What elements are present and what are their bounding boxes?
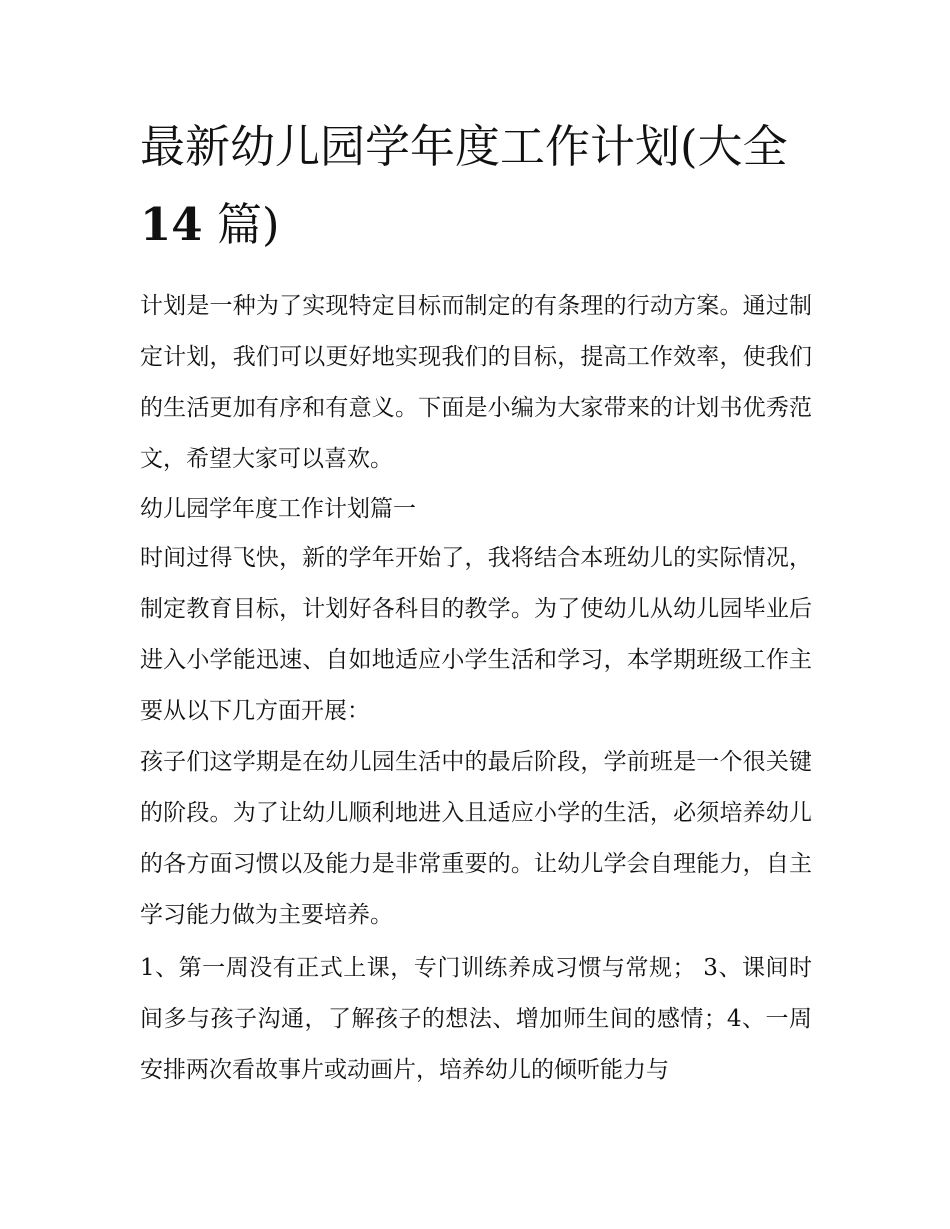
intro-paragraph: 计划是一种为了实现特定目标而制定的有条理的行动方案。通过制定计划，我们可以更好地实现我们的目标，提高工作效率，使我们的生活更加有序和有意义。下面是小编为大家带来的计划书优秀范文，希望大家可以喜欢。 — [140, 293, 812, 472]
title-text: 最新幼儿园学年度工作计划(大全 — [140, 120, 788, 173]
body-paragraph-1: 时间过得飞快，新的学年开始了，我将结合本班幼儿的实际情况，制定教育目标，计划好各科目的教学。为了使幼儿从幼儿园毕业后进入小学能迅速、自如地适应小学生活和学习，本学期班级工作主要从以下几方面开展： — [140, 545, 812, 724]
document-title — [140, 108, 812, 264]
title-number: 14 — [140, 198, 203, 251]
document-body — [140, 108, 812, 1096]
body-paragraph-3: 1、第一周没有正式上课，专门训练养成习惯与常规； 3、课间时间多与孩子沟通，了解孩子的想法、增加师生间的感情；4、一周安排两次看故事片或动画片，培养幼儿的倾听能力与 — [140, 955, 812, 1083]
section-heading: 幼儿园学年度工作计划篇一 — [140, 496, 416, 522]
body-paragraph-2: 孩子们这学期是在幼儿园生活中的最后阶段，学前班是一个很关键的阶段。为了让幼儿顺利地进入且适应小学的生活，必须培养幼儿的各方面习惯以及能力是非常重要的。让幼儿学会自理能力，自主学习能力做为主要培养。 — [140, 749, 812, 928]
title-suffix: 篇) — [216, 198, 280, 251]
